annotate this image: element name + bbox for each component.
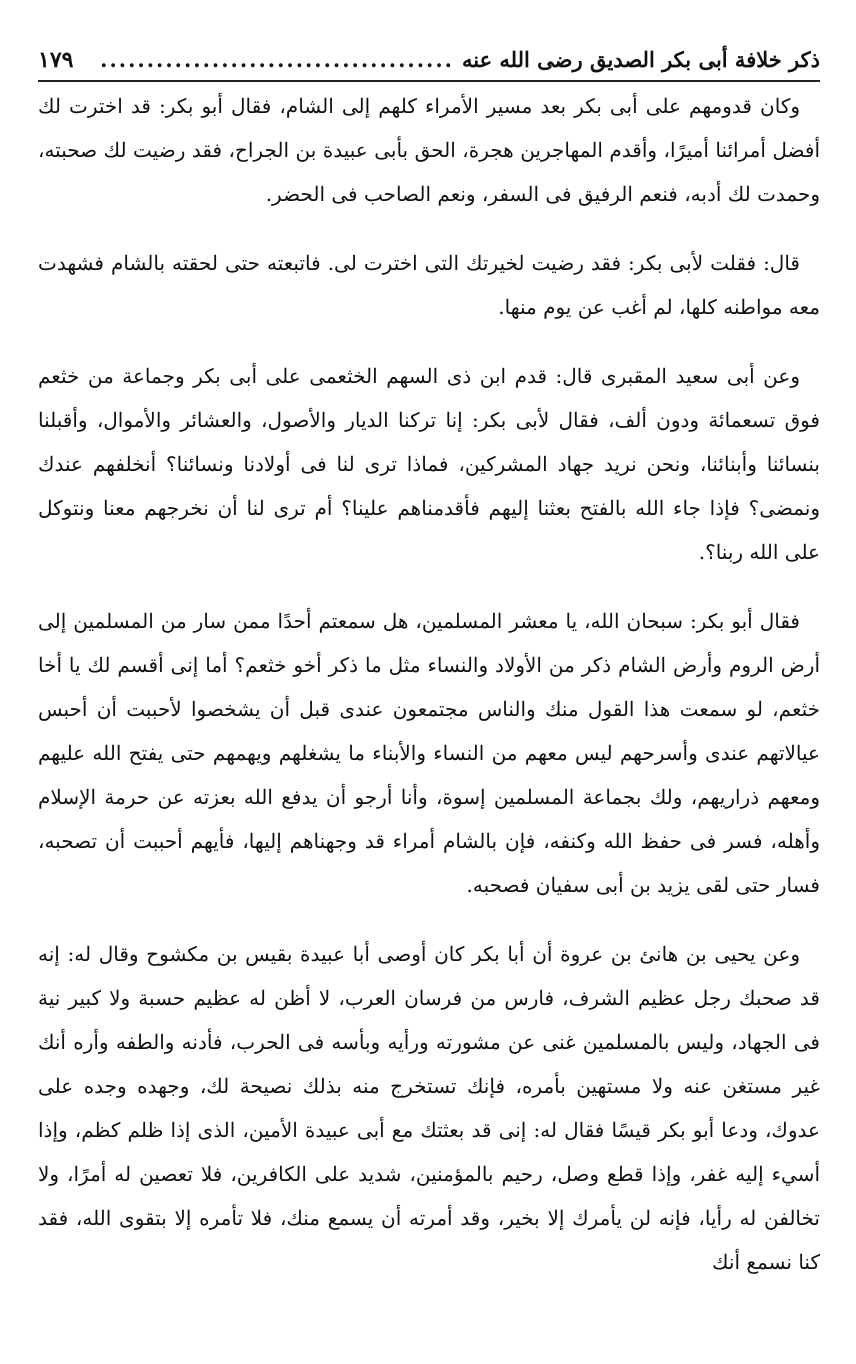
paragraph: وعن يحيى بن هانئ بن عروة أن أبا بكر كان أوصى أبا عبيدة بقيس بن مكشوح وقال له: إنه قد صحبك رجل عظيم الشرف، فارس من فرسان العرب، لا أظن له عظيم حسبة ولا كبير نية فى الجهاد، وليس بالمسلمين غنى عن مشورته ورأيه وبأسه فى الحرب، فأدنه والطفه وأره أنك غير مستغن عنه ولا مستهين بأمره، فإنك تستخرج منه بذلك نصيحة لك، وجهده وجده على عدوك، ودعا أبو بكر قيسًا فقال له: إنى قد بعثتك مع أبى عبيدة الأمين، الذى إذا ظلم كظم، وإذا أسيء إليه غفر، وإذا قطع وصل، رحيم بالمؤمنين، شديد على الكافرين، فلا تعصين له أمرًا، ولا تخالفن له رأيا، فإنه لن يأمرك إلا بخير، وقد أمرته أن يسمع منك، فلا تأمره إلا بتقوى الله، فقد كنا نسمع أنك [38,942,820,1274]
paragraph: وعن أبى سعيد المقبرى قال: قدم ابن ذى السهم الخثعمى على أبى بكر وجماعة من خثعم فوق تسعمائة ودون ألف، فقال لأبى بكر: إنا تركنا الديار والأصول، والعشائر والأموال، وأقبلنا بنسائنا وأبنائنا، ونحن نريد جهاد المشركين، فماذا ترى لنا فى أولادنا ونسائنا؟ أنخلفهم عندك ونمضى؟ فإذا جاء الله بالفتح بعثنا إليهم فأقدمناهم علينا؟ أم ترى لنا أن نخرجهم معنا ونتوكل على الله ربنا؟. [38,364,821,564]
paragraph-gap [38,216,820,241]
paragraph: قال: فقلت لأبى بكر: فقد رضيت لخيرتك التى اخترت لى. فاتبعته حتى لحقته بالشام فشهدت معه مواطنه كلها، لم أغب عن يوم منها. [38,251,820,319]
body-text [38,84,820,1284]
paragraph: وكان قدومهم على أبى بكر بعد مسير الأمراء كلهم إلى الشام، فقال أبو بكر: قد اخترت لك أفضل أمرائنا أميرًا، وأقدم المهاجرين هجرة، الحق بأبى عبيدة بن الجراح، فقد رضيت لك صحبته، وحمدت لك أدبه، فنعم الرفيق فى السفر، ونعم الصاحب فى الحضر. [38,94,820,206]
running-header [38,40,820,82]
page-number: ١٧٩ [38,47,74,73]
chapter-title: ذكر خلافة أبى بكر الصديق رضى الله عنه [461,47,820,72]
leader-dots: ...................................... [100,47,454,72]
paragraph-gap [38,329,820,354]
paragraph-gap [38,574,820,599]
paragraph: فقال أبو بكر: سبحان الله، يا معشر المسلمين، هل سمعتم أحدًا ممن سار من المسلمين إلى أرض الروم وأرض الشام ذكر من الأولاد والنساء مثل ما ذكر أخو خثعم؟ أما إنى أقسم لك يا أخا خثعم، لو سمعت هذا القول منك والناس مجتمعون عندى قبل أن يشخصوا لأحببت أن أحبس عيالاتهم عندى وأسرحهم ليس معهم من النساء والأبناء ما يشغلهم ويهمهم حتى يفتح الله عليهم ومعهم ذراريهم، ولك بجماعة المسلمين إسوة، وأنا أرجو أن يدفع الله بعزته عن حرمة الإسلام وأهله، فسر فى حفظ الله وكنفه، فإن بالشام أمراء قد وجهناهم إليها، فأيهم أحببت أن تصحبه، فسار حتى لقى يزيد بن أبى سفيان فصحبه. [38,609,821,897]
book-page [38,40,820,1340]
paragraph-gap [38,907,820,932]
